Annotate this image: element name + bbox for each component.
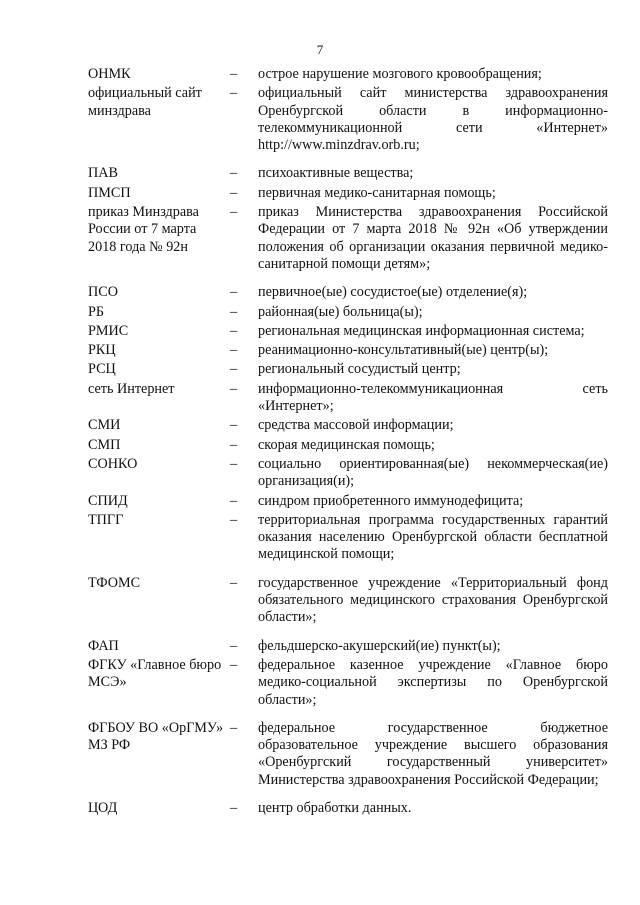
abbreviation-definition: первичная медико-санитарная помощь;	[258, 184, 496, 201]
separator-dash: –	[230, 361, 238, 378]
abbreviation-definition: реанимационно-консультативный(ые) центр(ы);	[258, 342, 549, 359]
abbreviation-term: ФГКУ «Главное бюро МСЭ»	[88, 656, 222, 691]
separator-dash: –	[230, 380, 238, 397]
separator-dash: –	[230, 303, 238, 320]
separator-dash: –	[230, 165, 238, 182]
separator-dash: –	[230, 66, 238, 82]
abbreviation-definition: психоактивные вещества;	[258, 165, 414, 182]
abbreviation-definition: первичное(ые) сосудистое(ые) отделение(я);	[258, 284, 528, 301]
abbreviation-definition: острое нарушение мозгового кровообращения;	[258, 66, 542, 82]
abbreviation-term: ПМСП	[88, 184, 131, 201]
separator-dash: –	[230, 417, 238, 434]
abbreviation-entry	[88, 493, 608, 510]
abbreviation-entry	[88, 437, 608, 454]
abbreviation-definition: федеральное казенное учреждение «Главное бюро медико-социальной экспертизы по Оренбургской области»;	[258, 656, 608, 708]
abbreviation-definition: социально ориентированная(ые) некоммерческая(ие) организация(и);	[258, 455, 608, 490]
page-number: 7	[316, 42, 324, 57]
separator-dash: –	[230, 719, 238, 736]
separator-dash: –	[230, 342, 238, 359]
abbreviation-term: ФГБОУ ВО «ОрГМУ» МЗ РФ	[88, 719, 224, 754]
abbreviation-term: ФАП	[88, 637, 119, 654]
abbreviation-definition: районная(ые) больница(ы);	[258, 303, 423, 320]
abbreviation-entry	[88, 304, 608, 321]
abbreviation-entry	[88, 456, 608, 491]
abbreviation-term: приказ Минздрава России от 7 марта 2018 года № 92н	[88, 204, 199, 255]
abbreviation-entry	[88, 66, 608, 83]
abbreviation-definition: центр обработки данных.	[258, 799, 412, 816]
abbreviation-definition: приказ Министерства здравоохранения Российской Федерации от 7 марта 2018 № 92н «Об утверждении положения об организации оказания первичной медико-санитарной помощи детям»;	[258, 204, 608, 272]
abbreviation-term: СПИД	[88, 492, 128, 509]
separator-dash: –	[230, 492, 238, 509]
separator-dash: –	[230, 184, 238, 201]
abbreviation-definition: средства массовой информации;	[258, 417, 454, 434]
abbreviation-term: ЦОД	[88, 799, 118, 816]
abbreviation-term: официальный сайт минздрава	[88, 85, 202, 119]
abbreviation-entry	[88, 657, 608, 709]
abbreviation-term: РБ	[88, 303, 105, 320]
abbreviation-entry	[88, 512, 608, 564]
abbreviation-term: СОНКО	[88, 455, 138, 472]
separator-dash: –	[230, 455, 238, 472]
abbreviation-definition: региональная медицинская информационная система;	[258, 322, 585, 339]
separator-dash: –	[230, 656, 238, 673]
abbreviation-entry	[88, 575, 608, 627]
abbreviation-term: РМИС	[88, 322, 129, 339]
abbreviation-entry	[88, 638, 608, 655]
abbreviation-entry	[88, 800, 608, 817]
abbreviation-definition: региональный сосудистый центр;	[258, 361, 461, 378]
abbreviation-definition: фельдшерско-акушерский(ие) пункт(ы);	[258, 637, 501, 654]
separator-dash: –	[230, 436, 238, 453]
abbreviation-term: СМИ	[88, 417, 121, 434]
separator-dash: –	[230, 284, 238, 301]
abbreviation-entry	[88, 85, 608, 154]
abbreviation-entry	[88, 381, 608, 416]
separator-dash: –	[230, 204, 238, 221]
abbreviation-term: ПСО	[88, 284, 118, 301]
abbreviation-term: ТПГГ	[88, 511, 124, 528]
abbreviation-entry	[88, 342, 608, 359]
separator-dash: –	[230, 85, 238, 102]
abbreviation-definition: федеральное государственное бюджетное образовательное учреждение высшего образования «Оренбургский государственный университет» Министерства здравоохранения Российской Федерации;	[258, 719, 608, 788]
abbreviation-entry	[88, 165, 608, 182]
separator-dash: –	[230, 799, 238, 816]
abbreviation-entry	[88, 720, 608, 789]
abbreviation-entry	[88, 361, 608, 378]
abbreviation-definition: государственное учреждение «Территориальный фонд обязательного медицинского страхования Оренбургской области»;	[258, 574, 608, 626]
separator-dash: –	[230, 511, 238, 528]
abbreviation-definition: территориальная программа государственных гарантий оказания населению Оренбургской области бесплатной медицинской помощи;	[258, 511, 608, 563]
abbreviation-entry	[88, 323, 608, 340]
abbreviation-entry	[88, 185, 608, 202]
abbreviation-definition: синдром приобретенного иммунодефицита;	[258, 492, 524, 509]
separator-dash: –	[230, 574, 238, 591]
abbreviation-term: РКЦ	[88, 342, 116, 359]
separator-dash: –	[230, 322, 238, 339]
abbreviation-entry	[88, 204, 608, 273]
abbreviation-definition: скорая медицинская помощь;	[258, 436, 435, 453]
separator-dash: –	[230, 637, 238, 654]
abbreviation-list	[88, 66, 608, 819]
abbreviation-term: ОНМК	[88, 66, 131, 82]
abbreviation-term: сеть Интернет	[88, 380, 175, 397]
abbreviation-term: РСЦ	[88, 361, 116, 378]
abbreviation-term: ТФОМС	[88, 574, 141, 591]
abbreviation-entry	[88, 284, 608, 301]
abbreviation-term: СМП	[88, 436, 121, 453]
abbreviation-term: ПАВ	[88, 165, 118, 182]
abbreviation-entry	[88, 417, 608, 434]
abbreviation-definition: информационно-телекоммуникационная сеть «Интернет»;	[258, 380, 608, 415]
abbreviation-definition: официальный сайт министерства здравоохранения Оренбургской области в информационно-телекоммуникационной сети «Интернет» http://www.minzdrav.orb.ru;	[258, 85, 608, 154]
